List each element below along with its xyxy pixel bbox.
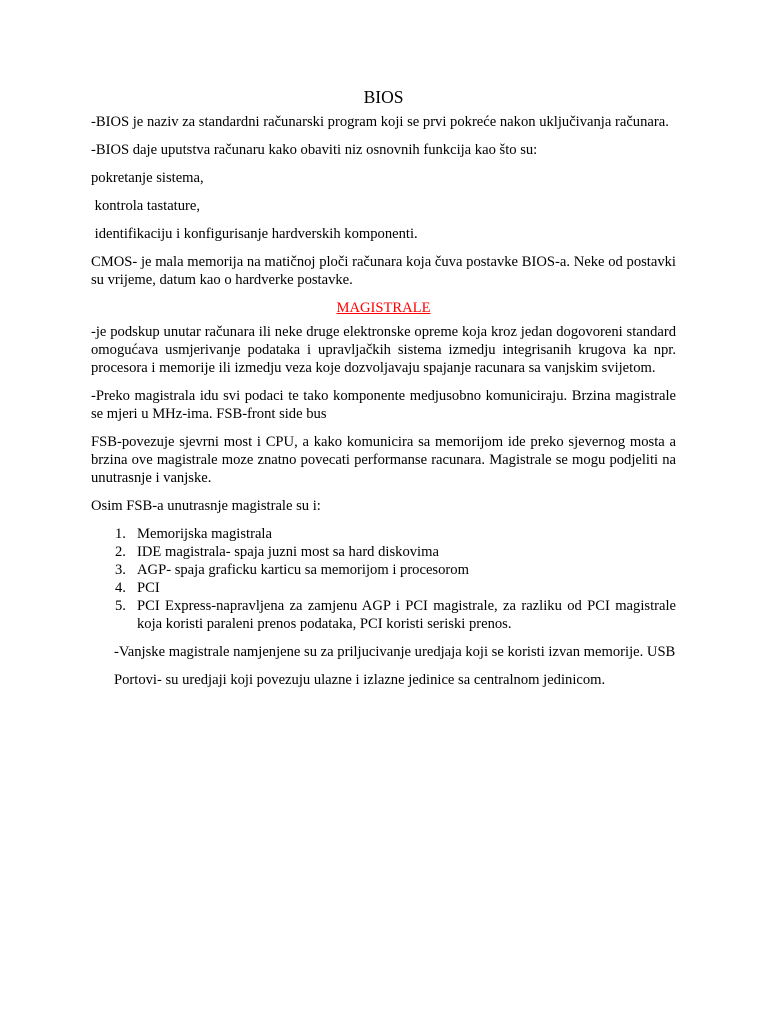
paragraph-ports: Portovi- su uredjaji koji povezuju ulazne i izlazne jedinice sa centralnom jedinicom. [114,672,606,688]
paragraph-internal-buses: Osim FSB-a unutrasnje magistrale su i: [91,498,321,514]
paragraph-fsb: FSB-povezuje sjevrni most i CPU, a kako komunicira sa memorijom ide preko sjevernog mosta a brzina ove magistrale moze znatno povecati performanse racunara. Magistrale se mogu podjeliti na unutrasnje i vanjske. [91,434,676,486]
list-item-number: 1. [115,526,126,542]
paragraph-function-hardware: identifikaciju i konfigurisanje hardverskih komponenti. [91,226,418,242]
list-item-number: 5. [115,598,126,614]
list-item-number: 2. [115,544,126,560]
paragraph-function-keyboard: kontrola tastature, [91,198,201,214]
list-item [91,597,676,633]
document-title: BIOS [363,87,404,107]
list-item [91,579,676,597]
list-item-text: PCI Express-napravljena za zamjenu AGP i PCI magistrale, za razliku od PCI magistrale koja koristi paraleni prenos podataka, PCI koristi seriski prenos. [137,598,676,632]
list-item-text: Memorijska magistrala [137,526,272,542]
paragraph-external-buses: -Vanjske magistrale namjenjene su za priljucivanje uredjaja koji se koristi izvan memorije. USB [114,644,676,660]
paragraph-bios-definition: -BIOS je naziv za standardni računarski program koji se prvi pokreće nakon uključivanja računara. [91,114,669,130]
document-page [91,86,676,699]
internal-bus-list [91,525,676,633]
list-item-number: 3. [115,562,126,578]
list-item [91,543,676,561]
list-item [91,561,676,579]
paragraph-cmos: CMOS- je mala memorija na matičnoj ploči računara koja čuva postavke BIOS-a. Neke od postavki su vrijeme, datum kao o hardverke postavke. [91,254,676,288]
list-item-text: AGP- spaja graficku karticu sa memorijom i procesorom [137,562,469,578]
list-item-number: 4. [115,580,126,596]
list-item-text: IDE magistrala- spaja juzni most sa hard diskovima [137,544,439,560]
list-item [91,525,676,543]
paragraph-magistrale-definition: -je podskup unutar računara ili neke druge elektronske opreme koja kroz jedan dogovoreni standard omogućava usmjerivanje podataka i upravljačkih sistema izmedju integrisanih krugova ka npr. procesora i memorije ili izmedju veza koje dozvoljavaju spajanje racunara sa vanjskim svijetom. [91,324,676,376]
list-item-text: PCI [137,580,160,596]
paragraph-bios-functions: -BIOS daje uputstva računaru kako obaviti niz osnovnih funkcija kao što su: [91,142,538,158]
section-heading-magistrale: MAGISTRALE [336,300,431,316]
paragraph-magistrale-speed: -Preko magistrala idu svi podaci te tako komponente medjusobno komuniciraju. Brzina magistrale se mjeri u MHz-ima. FSB-front side bus [91,388,676,422]
paragraph-function-startup: pokretanje sistema, [91,170,204,186]
